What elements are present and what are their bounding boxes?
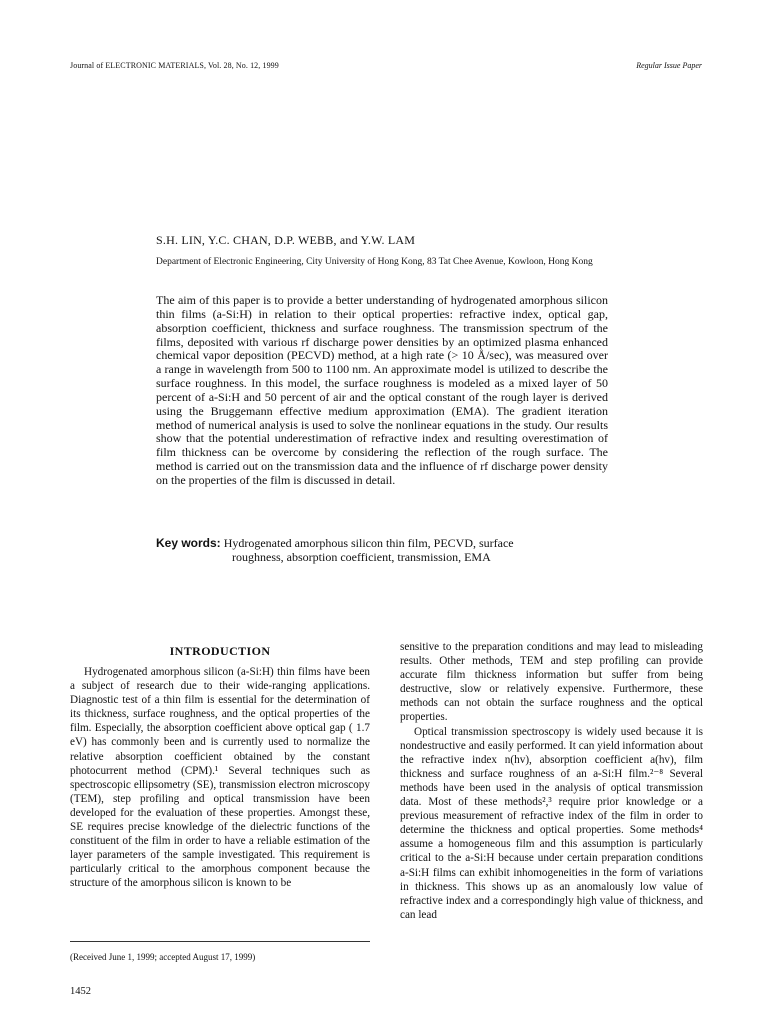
intro-paragraph-1-continued: sensitive to the preparation conditions and may lead to misleading results. Other methods, TEM and step profiling can provide accurate film thickness information but suffer from being destructive, slow or relatively expensive. Furthermore, these methods can not obtain the surface roughness and the optical properties. (400, 641, 703, 724)
author-list: S.H. LIN, Y.C. CHAN, D.P. WEBB, and Y.W. LAM (156, 233, 416, 247)
journal-header: Journal of ELECTRONIC MATERIALS, Vol. 28, No. 12, 1999 (70, 61, 279, 70)
intro-paragraph-2: Optical transmission spectroscopy is widely used because it is nondestructive and easily performed. It can yield information about the refractive index n(hv), absorption coefficient a(hv), film thickness and surface roughness of an a-Si:H film.²⁻⁸ Several methods have been used in the analysis of optical transmission data. Most of these methods²,³ require prior knowledge or a previous measurement of refractive index of the film in order to determine the thickness and optical properties. Some methods⁴ assume a homogeneous film and this assumption is particularly critical to the a-Si:H because under certain preparation conditions a-Si:H films can exhibit inhomogeneities in the form of variations in thickness. This shows up as an anomalously low value of refractive index and a correspondingly high value of thickness, and can lead (400, 725, 703, 921)
received-date-note: (Received June 1, 1999; accepted August 17, 1999) (70, 952, 256, 962)
footnote-divider (70, 941, 370, 942)
keywords-block (156, 536, 608, 564)
intro-paragraph-1: Hydrogenated amorphous silicon (a-Si:H) thin films have been a subject of research due to their wide-ranging applications. Diagnostic test of a thin film is essential for the determination of its thickness, surface roughness, and the optical properties of the film. Especially, the absorption coefficient above optical gap ( 1.7 eV) has commonly been and is currently used to normalize the relative absorption coefficient obtained by the constant photocurrent method (CPM).¹ Several techniques such as spectroscopic ellipsometry (SE), transmission electron microscopy (TEM), step profiling and optical transmission have been developed for the evaluation of these properties. Amongst these, SE requires precise knowledge of the dielectric functions of the constituent of the film in order to have a reliable estimation of the layer parameters of the sample investigated. This requirement is particularly critical to the amorphous component because the structure of the amorphous silicon is known to be (70, 666, 370, 890)
left-column (70, 640, 370, 891)
paper-type-label: Regular Issue Paper (636, 61, 702, 70)
affiliation: Department of Electronic Engineering, City University of Hong Kong, 83 Tat Chee Avenue, Kowloon, Hong Kong (156, 257, 593, 267)
keywords-line-2: roughness, absorption coefficient, transmission, EMA (232, 550, 491, 564)
right-column (400, 640, 703, 922)
section-title: INTRODUCTION (169, 644, 271, 658)
keywords-label: Key words: (156, 536, 221, 550)
abstract: The aim of this paper is to provide a better understanding of hydrogenated amorphous silicon thin films (a-Si:H) in relation to their optical properties: refractive index, optical gap, absorption coefficient, thickness and surface roughness. The transmission spectrum of the films, deposited with various rf discharge power densities by an optimized plasma enhanced chemical vapor deposition (PECVD) method, at a high rate (> 10 Å/sec), was measured over a range in wavelength from 500 to 1100 nm. An approximate model is utilized to describe the surface roughness. In this model, the surface roughness is modeled as a mixed layer of 50 percent of a-Si:H and 50 percent of air and the optical constant of the rough layer is derived using the Bruggemann effective medium approximation (EMA). The gradient iteration method of numerical analysis is used to solve the nonlinear equations in the study. Our results show that the potential underestimation of refractive index and resulting overestimation of film thickness can be overcome by considering the reflection of the rough surface. The method is carried out on the transmission data and the influence of rf discharge power density on the properties of the film is discussed in detail. (156, 293, 608, 487)
keywords-line-1: Hydrogenated amorphous silicon thin film, PECVD, surface (223, 536, 514, 550)
page-number: 1452 (70, 986, 91, 997)
